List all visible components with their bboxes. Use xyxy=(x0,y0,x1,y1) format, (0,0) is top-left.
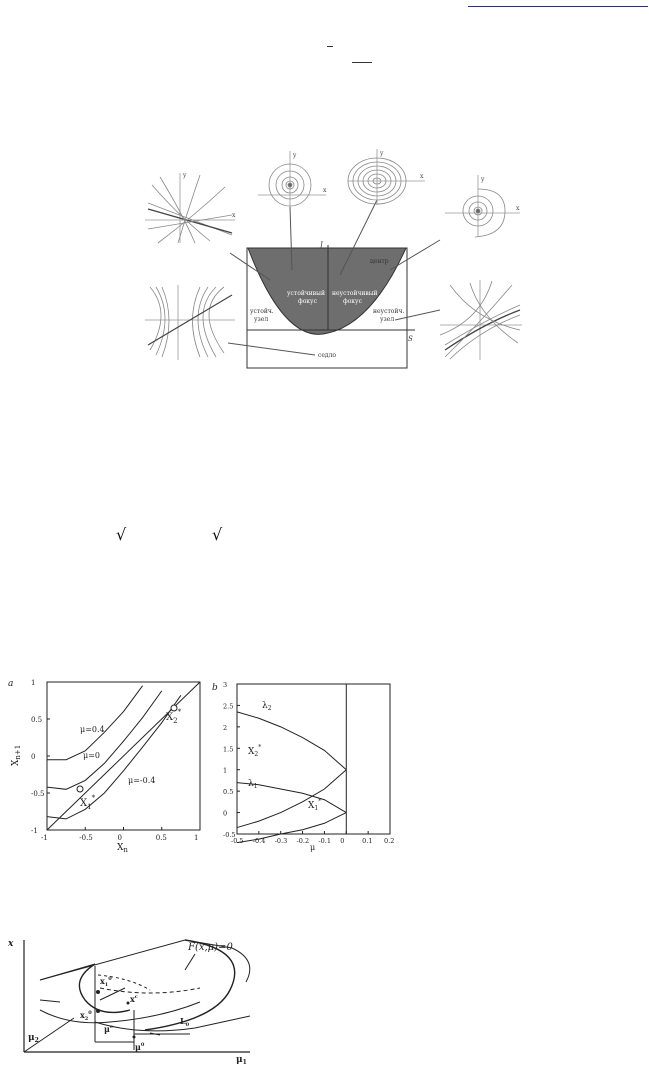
surface-label: F(x,μ)=0 xyxy=(188,942,233,953)
y-tick-label: 2 xyxy=(223,723,228,732)
portrait-unstable-focus xyxy=(445,175,520,237)
chart-panel-a xyxy=(0,672,215,852)
chart-panel-b xyxy=(210,672,405,852)
series-line-2 xyxy=(47,695,181,819)
sqrt-symbol-2: √ xyxy=(212,525,223,544)
x2-label: $X_2^*$ xyxy=(248,744,262,758)
curve-label-mu0: μ=0 xyxy=(83,751,100,760)
label-unstable-node-2: узел xyxy=(380,316,395,323)
xlabel-b: μ xyxy=(310,843,316,852)
x-tick-label: -0.2 xyxy=(296,837,310,845)
curve-label-mu-04: μ=-0.4 xyxy=(128,776,156,785)
figure-fold-surface xyxy=(0,930,280,1066)
mu2-axis-label: $\mu_2$ xyxy=(28,1033,39,1044)
x-tick-label: 1 xyxy=(194,834,199,842)
svg-text:y: y xyxy=(293,152,297,159)
svg-text:x: x xyxy=(232,212,236,219)
y-tick-label: -0.5 xyxy=(223,831,236,839)
series-line-0 xyxy=(237,712,346,770)
label-stable-node-2: узел xyxy=(254,316,269,323)
y-tick-label: 1.5 xyxy=(223,745,234,754)
x-axis-label: x xyxy=(8,939,14,949)
label-center: центр xyxy=(370,258,389,265)
label-stable-node-1: устойч. xyxy=(250,308,274,315)
lambda1-label: $\lambda_1$ xyxy=(248,779,258,790)
svg-text:y: y xyxy=(380,150,384,157)
y-tick-label: -1 xyxy=(31,827,38,835)
xc-label: $x^c$ xyxy=(130,994,138,1004)
x-tick-label: 0.2 xyxy=(384,837,395,845)
svg-text:x: x xyxy=(323,187,327,194)
portrait-saddle xyxy=(145,285,235,360)
y-tick-label: 1 xyxy=(223,766,228,775)
lambda2-label: $\lambda_2$ xyxy=(262,701,272,712)
fixed-point-1 xyxy=(77,786,83,792)
x-tick-label: -0.3 xyxy=(274,837,288,845)
y-tick-label: 0 xyxy=(31,753,36,761)
mu1-axis-label: $\mu_1$ xyxy=(236,1055,247,1066)
mu0-label: $\mu^0$ xyxy=(135,1042,145,1052)
L0-label: $L_0$ xyxy=(180,1016,190,1028)
x-tick-label: -1 xyxy=(41,834,48,842)
y-tick-label: 0 xyxy=(223,809,228,818)
sqrt-symbol-1: √ xyxy=(116,525,127,544)
formula-fragment-fraction xyxy=(352,62,372,63)
formula-fragment-bar xyxy=(327,46,333,47)
y-tick-label: 2.5 xyxy=(223,702,234,711)
label-unstable-focus-1: неустойчивый xyxy=(332,290,378,297)
x-tick-label: 0.5 xyxy=(155,834,167,842)
portrait-center xyxy=(348,149,425,205)
point2-label: $X_2^*$ xyxy=(166,708,182,725)
fixed-point-2 xyxy=(171,705,177,711)
x1-label: $X_1^*$ xyxy=(308,798,322,812)
x-tick-label: 0.1 xyxy=(362,837,373,845)
xlabel-a: $X_n$ xyxy=(117,843,128,854)
y-tick-label: 3 xyxy=(223,681,228,689)
portrait-stable-focus xyxy=(258,151,326,207)
y-tick-label: 0.5 xyxy=(31,716,43,724)
portrait-unstable-node xyxy=(440,280,522,360)
muc-label: $\mu^c$ xyxy=(104,1024,113,1034)
identity-line xyxy=(47,682,200,830)
curve-label-mu04: μ=0.4 xyxy=(80,725,105,734)
label-stable-focus-2: фокус xyxy=(298,298,317,305)
panel-a-label: a xyxy=(8,679,14,689)
y-tick-label: 0.5 xyxy=(223,788,234,797)
label-stable-focus-1: устойчивый xyxy=(287,290,325,297)
axis-s-label: S xyxy=(408,335,413,343)
label-saddle: седло xyxy=(318,352,337,359)
svg-text:x: x xyxy=(516,205,520,212)
panel-b-label: b xyxy=(212,683,218,693)
y-tick-label: 1 xyxy=(31,679,36,687)
x2-0-label: $x_2^0$ xyxy=(80,1010,92,1022)
x-tick-label: -0.1 xyxy=(318,837,331,845)
x-tick-label: 0 xyxy=(340,837,345,845)
portrait-stable-node xyxy=(145,173,235,243)
axis-j-label: J xyxy=(320,241,323,249)
header-link[interactable] xyxy=(468,0,648,7)
svg-text:x: x xyxy=(420,173,424,180)
x-tick-label: -0.4 xyxy=(252,837,266,845)
x-tick-label: 0 xyxy=(117,834,122,842)
ylabel-a: $X_{n+1}$ xyxy=(11,744,22,766)
y-tick-label: -0.5 xyxy=(31,790,45,798)
svg-text:y: y xyxy=(183,172,187,179)
figure-classification xyxy=(140,145,525,377)
x-tick-label: -0.5 xyxy=(231,837,244,845)
label-unstable-node-1: неустойч. xyxy=(373,308,405,315)
svg-text:y: y xyxy=(481,176,485,183)
label-unstable-focus-2: фокус xyxy=(343,298,362,305)
series-line-0 xyxy=(47,686,143,760)
x1-0-label: $x_1^0$ xyxy=(100,976,112,988)
point1-label: $X_1^*$ xyxy=(80,794,96,811)
x-tick-label: -0.5 xyxy=(79,834,93,842)
